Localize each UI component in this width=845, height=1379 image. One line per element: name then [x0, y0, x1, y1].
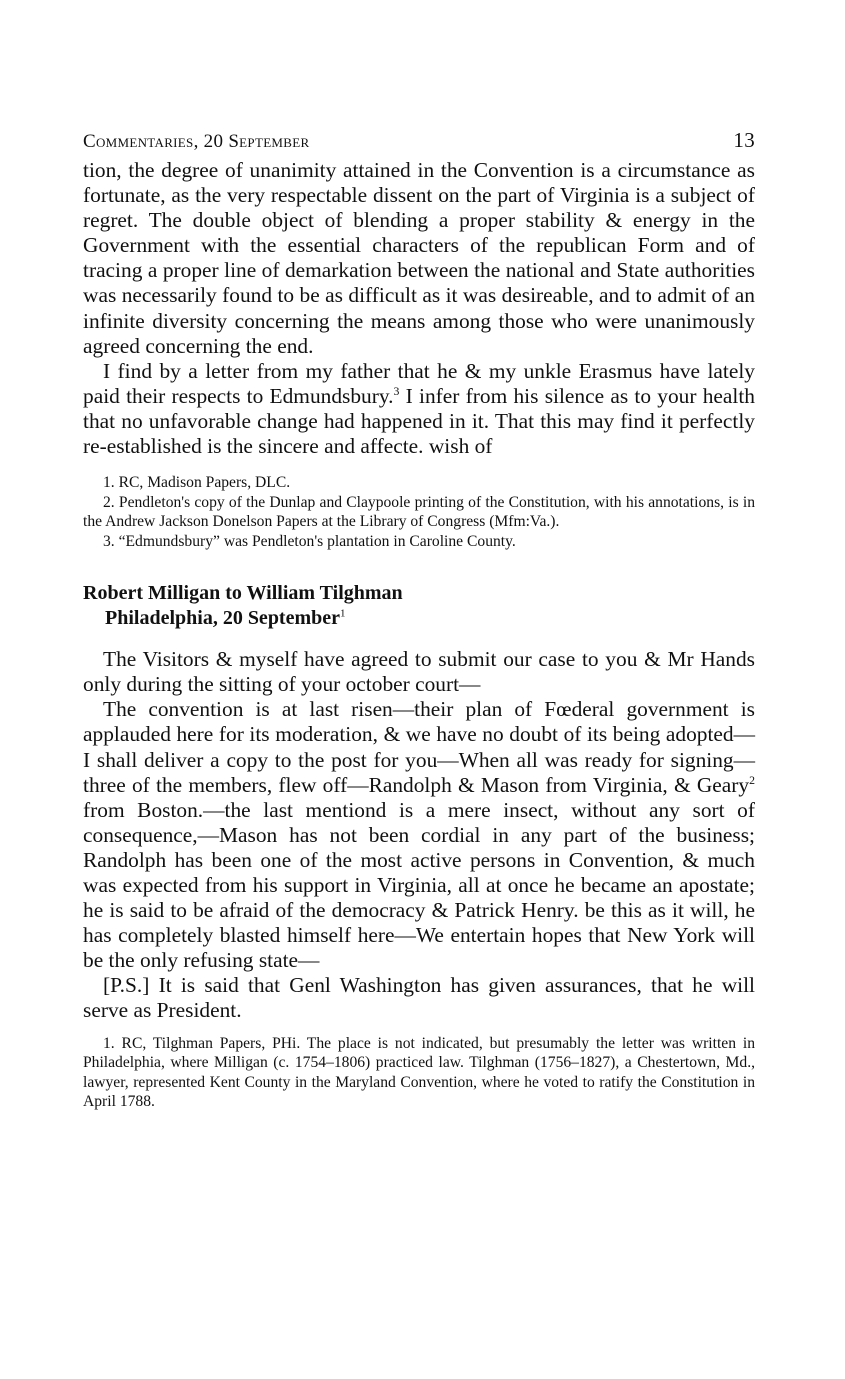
footnote: 1. RC, Madison Papers, DLC. — [103, 474, 291, 492]
letter-heading — [83, 581, 755, 631]
running-head-title: Commentaries, 20 September — [83, 131, 310, 152]
paragraph: tion, the degree of unanimity attained in the Convention is a circumstance as fortunate, as the very respectable dissent on the part of Virginia is a subject of regret. The double object of blending a proper stability & energy in the Government with the essential characters of the republican Form and of tracing a proper line of demarkation between the national and State authorities was necessarily found to be as difficult as it was desireable, and to admit of an infinite diversity concerning the means among those who were unanimously agreed concerning the end. — [83, 158, 755, 358]
paragraph-text: from Boston.—the last mentiond is a mere insect, without any sort of consequence,—Mason has not been cordial in any part of the business; Randolph has been one of the most active persons in Convention, & much was expected from his support in Virginia, all at once he became an apostate; he is said to be afraid of the democracy & Patrick Henry. be this as it will, he has completely blasted himself here—We entertain hopes that New York will be the only refusing state— — [83, 797, 755, 973]
paragraph: The Visitors & myself have agreed to submit our case to you & Mr Hands only during the sitting of your october court— — [83, 647, 755, 697]
document-page — [83, 128, 755, 1112]
footnote: 2. Pendleton's copy of the Dunlap and Claypoole printing of the Constitution, with his annotations, is in the Andrew Jackson Donelson Papers at the Library of Congress (Mfm:Va.). — [83, 493, 755, 531]
paragraph-text: The convention is at last risen—their plan of Fœderal government is applauded here for its moderation, & we have no doubt of its being adopted—I shall deliver a copy to the post for you—When all was ready for signing—three of the members, flew off—Randolph & Mason from Virginia, & Geary — [83, 697, 755, 797]
paragraph-text: I infer from his silence as to your health that no unfavorable change had happened in it. That this may find it perfectly re-established is the sincere and affecte. wish of — [83, 383, 755, 459]
letter-body — [83, 647, 755, 1023]
footnotes — [83, 1034, 755, 1112]
footnote: 1. RC, Tilghman Papers, PHi. The place is not indicated, but presumably the letter was written in Philadelphia, where Milligan (c. 1754–1806) practiced law. Tilghman (1756–1827), a Chestertown, Md., lawyer, represented Kent County in the Maryland Convention, where he voted to ratify the Constitution in April 1788. — [83, 1034, 755, 1111]
footnote-ref: 1 — [340, 607, 346, 620]
heading-line: Robert Milligan to William Tilghman — [83, 582, 403, 605]
letter-continuation — [83, 158, 755, 459]
paragraph — [83, 359, 755, 459]
page-number: 13 — [733, 128, 755, 152]
footnote: 3. “Edmundsbury” was Pendleton's plantation in Caroline County. — [103, 532, 516, 550]
running-head — [83, 128, 755, 158]
heading-line: Philadelphia, 20 September$^1$ — [105, 607, 346, 630]
footnote-ref: 3 — [393, 384, 400, 398]
footnote-ref: 2 — [749, 773, 755, 787]
paragraph — [83, 697, 755, 973]
paragraph-text: I find by a letter from my father that he & my unkle Erasmus have lately paid their respects to Edmundsbury. — [83, 358, 755, 408]
footnotes — [83, 473, 755, 551]
paragraph: [P.S.] It is said that Genl Washington has given assurances, that he will serve as President. — [83, 973, 755, 1023]
